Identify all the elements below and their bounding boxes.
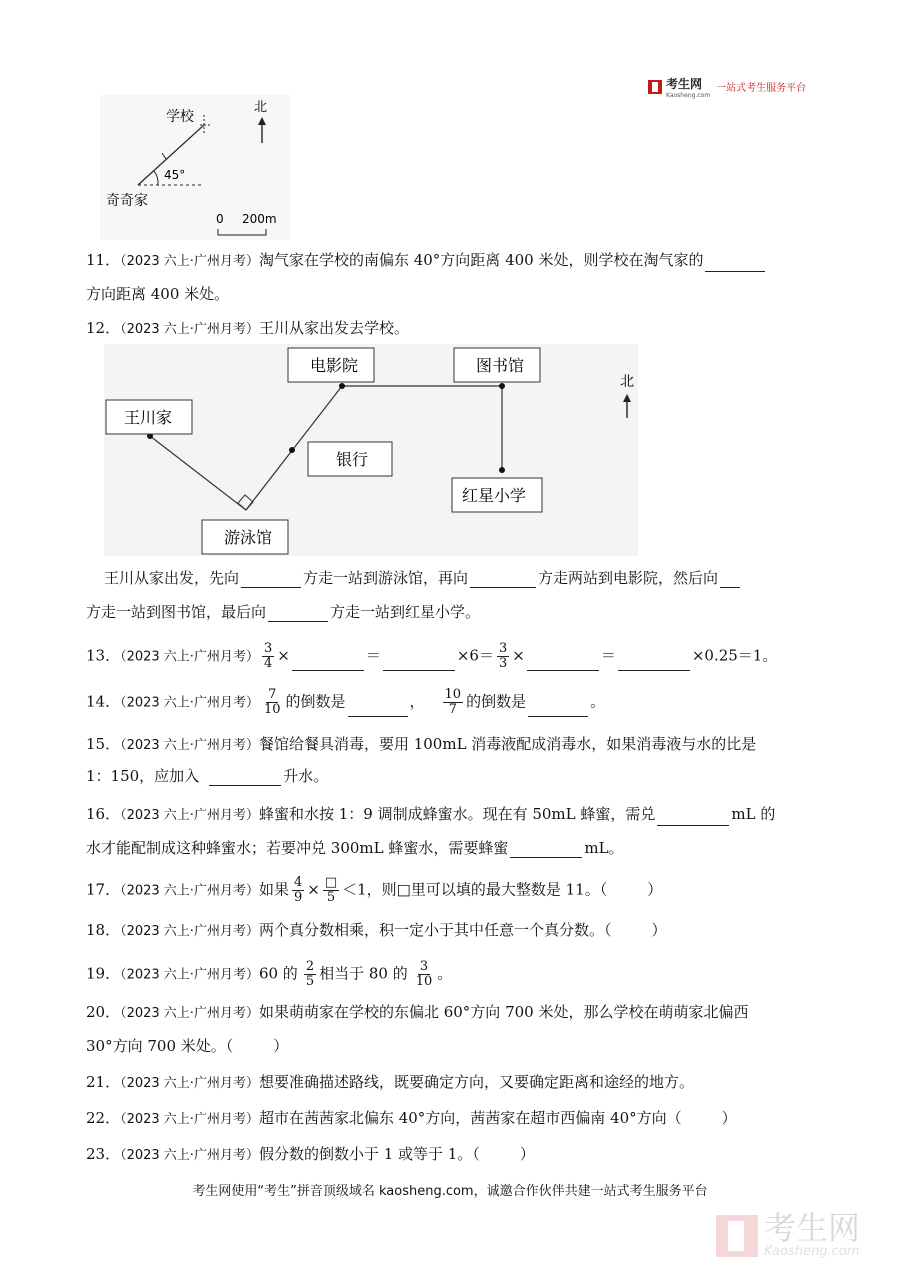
q-number: 11． bbox=[86, 251, 121, 269]
q-text: 蜂蜜和水按 1：9 调制成蜂蜜水。现在有 50mL 蜂蜜，需兑 bbox=[258, 805, 656, 823]
q-text: 假分数的倒数小于 1 或等于 1。（ bbox=[258, 1145, 480, 1163]
label-school: 学校 bbox=[166, 109, 194, 125]
label-cinema: 电影院 bbox=[310, 356, 359, 375]
question-11-line2 bbox=[86, 284, 816, 304]
fraction bbox=[497, 642, 509, 671]
numerator: 3 bbox=[419, 959, 429, 974]
denominator: 10 bbox=[263, 702, 281, 717]
q-source: （2023 六上·广州月考） bbox=[120, 808, 259, 823]
q-number: 23． bbox=[86, 1145, 121, 1163]
numerator: 7 bbox=[268, 687, 277, 702]
q-source: （2023 六上·广州月考） bbox=[120, 967, 259, 983]
q-text: ×0.25＝1。 bbox=[691, 646, 778, 665]
answer-blank[interactable] bbox=[618, 654, 690, 671]
q-text: 的倒数是 bbox=[466, 692, 527, 711]
q-number: 22． bbox=[86, 1109, 121, 1127]
question-14 bbox=[86, 688, 816, 717]
q-source: （2023 六上·广州月考） bbox=[120, 254, 259, 269]
answer-blank[interactable] bbox=[528, 700, 588, 717]
q-source: （2023 六上·广州月考） bbox=[120, 322, 259, 337]
label-angle: 45° bbox=[164, 168, 186, 182]
q-source: （2023 六上·广州月考） bbox=[120, 1148, 259, 1163]
fraction bbox=[262, 642, 274, 671]
q-source: （2023 六上·广州月考） bbox=[120, 1112, 259, 1127]
brand-name-block bbox=[666, 74, 710, 99]
answer-blank[interactable] bbox=[268, 605, 328, 622]
q-text: 两个真分数相乘，积一定小于其中任意一个真分数。（ bbox=[258, 921, 612, 939]
q-text: 。 bbox=[437, 964, 453, 983]
label-library: 图书馆 bbox=[476, 356, 525, 375]
label-bank: 银行 bbox=[336, 450, 369, 469]
q-source: （2023 六上·广州月考） bbox=[120, 1006, 259, 1021]
q-source: （2023 六上·广州月考） bbox=[120, 738, 259, 753]
q-number: 18． bbox=[86, 921, 121, 939]
header-brand bbox=[648, 74, 806, 99]
question-12-line1 bbox=[104, 568, 816, 588]
brand-logo-icon bbox=[648, 80, 662, 94]
brand-name: 考生网 bbox=[666, 77, 703, 91]
q-text: 方走两站到电影院，然后向 bbox=[538, 569, 719, 587]
numerator: 3 bbox=[263, 641, 273, 656]
q-text: ×6＝ bbox=[456, 646, 494, 665]
q-text: × bbox=[307, 880, 320, 899]
label-home: 王川家 bbox=[124, 408, 173, 427]
q-text: 30°方向 700 米处。（ bbox=[86, 1037, 234, 1055]
numerator: 3 bbox=[498, 641, 508, 656]
q-text: 。 bbox=[590, 692, 606, 711]
q-text: ） bbox=[273, 1037, 289, 1055]
q-text: mL 的 bbox=[731, 805, 776, 823]
fraction bbox=[443, 688, 464, 717]
brand-slogan: 一站式考生服务平台 bbox=[716, 83, 807, 94]
q-text: 的倒数是 bbox=[285, 692, 346, 711]
q-number: 13． bbox=[86, 646, 121, 665]
q-number: 12． bbox=[86, 319, 121, 337]
figure-route-map bbox=[104, 344, 638, 556]
question-15-line2 bbox=[86, 766, 816, 786]
answer-blank[interactable] bbox=[527, 654, 599, 671]
denominator: 5 bbox=[326, 890, 336, 905]
question-20-line2 bbox=[86, 1036, 816, 1056]
numerator: 10 bbox=[444, 687, 462, 702]
q-number: 14． bbox=[86, 692, 121, 711]
q-source: （2023 六上·广州月考） bbox=[120, 883, 259, 899]
q-text: 1：150，应加入 bbox=[86, 767, 200, 785]
q-text: 方走一站到游泳馆，再向 bbox=[303, 569, 469, 587]
watermark-text: 考生网 bbox=[764, 1209, 861, 1247]
q-text: 升水。 bbox=[283, 767, 329, 785]
question-19 bbox=[86, 960, 816, 989]
q-text: 如果萌萌家在学校的东偏北 60°方向 700 米处，那么学校在萌萌家北偏西 bbox=[258, 1003, 749, 1021]
denominator: 4 bbox=[263, 656, 273, 671]
q-number: 20． bbox=[86, 1003, 121, 1021]
answer-blank[interactable] bbox=[241, 571, 301, 588]
question-11 bbox=[86, 250, 816, 272]
answer-blank[interactable] bbox=[510, 841, 582, 858]
answer-blank[interactable] bbox=[348, 700, 408, 717]
question-12-line2 bbox=[86, 602, 816, 622]
answer-blank[interactable] bbox=[292, 654, 364, 671]
question-18 bbox=[86, 920, 816, 942]
q-text: ） bbox=[647, 880, 663, 899]
scale-value: 200m bbox=[242, 212, 277, 226]
q-text: 王川从家出发，先向 bbox=[104, 569, 240, 587]
q-text: ＝ bbox=[365, 646, 381, 665]
label-north: 北 bbox=[254, 100, 268, 115]
fraction bbox=[262, 688, 283, 717]
q-source: （2023 六上·广州月考） bbox=[120, 924, 259, 939]
q-text: 方向距离 400 米处。 bbox=[86, 285, 230, 303]
q-number: 19． bbox=[86, 964, 121, 983]
q-source: （2023 六上·广州月考） bbox=[120, 1076, 259, 1091]
denominator: 9 bbox=[293, 890, 303, 905]
label-north: 北 bbox=[620, 374, 634, 390]
denominator: 7 bbox=[448, 702, 457, 717]
point-library bbox=[499, 383, 505, 389]
q-text: 相当于 80 的 bbox=[319, 964, 408, 983]
answer-blank[interactable] bbox=[209, 769, 281, 786]
q-text: 餐馆给餐具消毒，要用 100mL 消毒液配成消毒水，如果消毒液与水的比是 bbox=[258, 735, 757, 753]
q-text: mL。 bbox=[584, 839, 624, 857]
q-text: × bbox=[512, 646, 525, 665]
fraction bbox=[323, 876, 339, 905]
q-source: （2023 六上·广州月考） bbox=[120, 649, 259, 665]
q-number: 15． bbox=[86, 735, 121, 753]
q-text: ） bbox=[721, 1109, 737, 1127]
denominator: 10 bbox=[415, 974, 433, 989]
q-text: ＝ bbox=[600, 646, 616, 665]
label-pool: 游泳馆 bbox=[224, 528, 273, 547]
point-bank-stop bbox=[289, 447, 295, 453]
q-source: （2023 六上·广州月考） bbox=[120, 695, 259, 711]
point-school bbox=[499, 467, 505, 473]
q-text: ） bbox=[519, 1145, 535, 1163]
q-text: ， bbox=[409, 692, 425, 711]
question-22 bbox=[86, 1108, 816, 1130]
answer-blank[interactable] bbox=[720, 571, 740, 588]
q-number: 17． bbox=[86, 880, 121, 899]
watermark-domain: Kaosheng.com bbox=[764, 1244, 860, 1259]
question-16 bbox=[86, 804, 816, 826]
question-13 bbox=[86, 642, 816, 671]
point-cinema bbox=[339, 383, 345, 389]
question-15 bbox=[86, 734, 816, 756]
question-12 bbox=[86, 318, 816, 340]
watermark-logo-icon bbox=[716, 1215, 758, 1257]
fraction bbox=[292, 876, 304, 905]
q-text: 王川从家出发去学校。 bbox=[258, 319, 409, 337]
answer-blank[interactable] bbox=[705, 255, 765, 272]
denominator: 5 bbox=[305, 974, 315, 989]
q-number: 16． bbox=[86, 805, 121, 823]
q-text: 想要准确描述路线，既要确定方向，又要确定距离和途经的地方。 bbox=[258, 1073, 694, 1091]
question-17 bbox=[86, 876, 816, 905]
q-text: 如果 bbox=[258, 880, 289, 899]
watermark-text-block bbox=[764, 1209, 861, 1259]
question-23 bbox=[86, 1144, 816, 1166]
q-text: 方走一站到图书馆，最后向 bbox=[86, 603, 267, 621]
numerator: 2 bbox=[305, 959, 315, 974]
denominator: 3 bbox=[498, 656, 508, 671]
q-text: 水才能配制成这种蜂蜜水；若要冲兑 300mL 蜂蜜水，需要蜂蜜 bbox=[86, 839, 509, 857]
question-20 bbox=[86, 1002, 816, 1024]
q-text: 方走一站到红星小学。 bbox=[330, 603, 481, 621]
q-text: ＜1，则□里可以填的最大整数是 11。（ bbox=[342, 880, 608, 899]
answer-blank[interactable] bbox=[657, 809, 729, 826]
q-number: 21． bbox=[86, 1073, 121, 1091]
numerator: 4 bbox=[293, 875, 303, 890]
fraction bbox=[414, 960, 435, 989]
q-text: ） bbox=[651, 921, 667, 939]
figure-qiqi-map bbox=[100, 95, 290, 240]
watermark bbox=[716, 1209, 861, 1259]
scale-zero: 0 bbox=[216, 212, 224, 226]
q-text: 60 的 bbox=[258, 964, 298, 983]
answer-blank[interactable] bbox=[383, 654, 455, 671]
q-text: × bbox=[277, 646, 290, 665]
label-home: 奇奇家 bbox=[106, 193, 148, 209]
question-16-line2 bbox=[86, 838, 816, 858]
answer-blank[interactable] bbox=[470, 571, 536, 588]
page-footer: 考生网使用“考生”拼音顶级域名 kaosheng.com，诚邀合作伙伴共建一站式考生服务平台 bbox=[192, 1184, 708, 1199]
fraction bbox=[304, 960, 316, 989]
q-text: 淘气家在学校的南偏东 40°方向距离 400 米处，则学校在淘气家的 bbox=[258, 251, 704, 269]
brand-domain: Kaosheng.com bbox=[666, 92, 711, 99]
label-school: 红星小学 bbox=[462, 486, 527, 505]
question-21 bbox=[86, 1072, 816, 1094]
numerator: □ bbox=[324, 875, 338, 890]
q-text: 超市在茜茜家北偏东 40°方向，茜茜家在超市西偏南 40°方向（ bbox=[258, 1109, 682, 1127]
